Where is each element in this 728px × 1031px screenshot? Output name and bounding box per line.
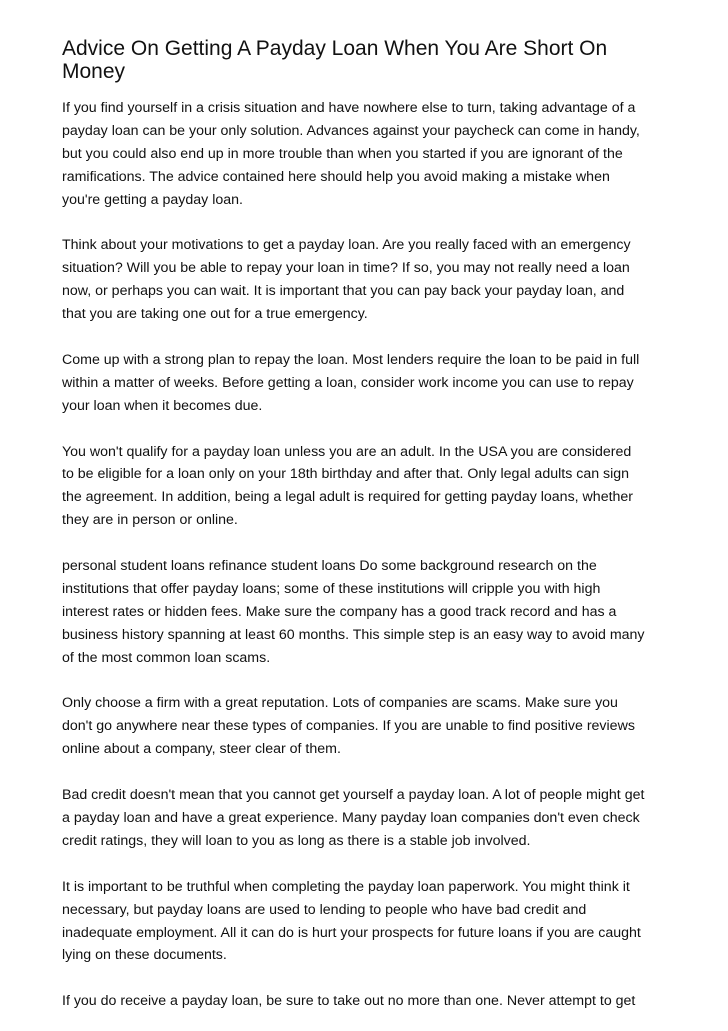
text-line: a payday loan and have a great experience. Many payday loan companies don't even check bbox=[62, 810, 640, 826]
text-line: It is important to be truthful when completing the payday loan paperwork. You might think it bbox=[62, 878, 630, 895]
text-line: If you do receive a payday loan, be sure to take out no more than one. Never attempt to get bbox=[62, 993, 636, 1010]
text-line: payday loan can be your only solution. Advances against your paycheck can come in handy, bbox=[62, 122, 640, 139]
text-line: lying on these documents. bbox=[62, 947, 227, 964]
paragraph bbox=[62, 876, 672, 968]
text-line: Only choose a firm with a great reputation. Lots of companies are scams. Make sure you bbox=[62, 695, 618, 712]
paragraph bbox=[62, 441, 672, 533]
text-line: your loan when it becomes due. bbox=[62, 397, 263, 414]
text-line: If you find yourself in a crisis situation and have nowhere else to turn, taking advantage of a bbox=[62, 100, 636, 116]
text-line: necessary, but payday loans are used to lending to people who have bad credit and bbox=[62, 901, 587, 918]
text-line: inadequate employment. All it can do is hurt your prospects for future loans if you are caught bbox=[62, 924, 641, 941]
title-line: Money bbox=[62, 60, 126, 83]
text-line: Come up with a strong plan to repay the loan. Most lenders require the loan to be paid in full bbox=[62, 351, 640, 368]
paragraph bbox=[62, 784, 672, 853]
text-line: interest rates or hidden fees. Make sure the company has a good track record and has a bbox=[62, 603, 617, 620]
paragraph bbox=[62, 555, 672, 670]
paragraph bbox=[62, 97, 672, 212]
text-line: business history spanning at least 60 months. This simple step is an easy way to avoid many bbox=[62, 626, 645, 643]
text-line: that you are taking one out for a true emergency. bbox=[62, 306, 368, 323]
text-line: Bad credit doesn't mean that you cannot get yourself a payday loan. A lot of people might get bbox=[62, 787, 645, 804]
text-line: within a matter of weeks. Before getting a loan, consider work income you can use to repay bbox=[62, 374, 634, 391]
document-body bbox=[62, 97, 672, 1031]
text-line: they are in person or online. bbox=[62, 512, 238, 529]
text-line: ramifications. The advice contained here should help you avoid making a mistake when bbox=[62, 168, 610, 185]
text-line: You won't qualify for a payday loan unless you are an adult. In the USA you are considered bbox=[62, 443, 632, 460]
text-line: to be eligible for a loan only on your 18th birthday and after that. Only legal adults can sign bbox=[62, 466, 630, 483]
paragraph bbox=[62, 349, 672, 418]
text-line: you're getting a payday loan. bbox=[62, 191, 243, 208]
text-line: the agreement. In addition, being a legal adult is required for getting payday loans, whether bbox=[62, 489, 634, 506]
document-title bbox=[62, 37, 682, 83]
text-line: of the most common loan scams. bbox=[62, 649, 271, 666]
paragraph bbox=[62, 990, 672, 1013]
paragraph bbox=[62, 692, 672, 761]
text-line: don't go anywhere near these types of companies. If you are unable to find positive reviews bbox=[62, 718, 635, 735]
text-line: online about a company, steer clear of them. bbox=[62, 741, 341, 758]
text-line: credit ratings, they will loan to you as long as there is a stable job involved. bbox=[62, 832, 531, 849]
title-line: Advice On Getting A Payday Loan When You Are Short On bbox=[62, 37, 608, 60]
text-line: situation? Will you be able to repay your loan in time? If so, you may not really need a loan bbox=[62, 260, 630, 277]
text-line: personal student loans refinance student loans Do some background research on the bbox=[62, 558, 597, 575]
text-line: Think about your motivations to get a payday loan. Are you really faced with an emergency bbox=[62, 237, 631, 254]
text-line: institutions that offer payday loans; some of these institutions will cripple you with high bbox=[62, 580, 601, 597]
text-line: but you could also end up in more trouble than when you started if you are ignorant of the bbox=[62, 145, 623, 162]
text-line: now, or perhaps you can wait. It is important that you can pay back your payday loan, and bbox=[62, 283, 625, 300]
paragraph bbox=[62, 234, 672, 326]
